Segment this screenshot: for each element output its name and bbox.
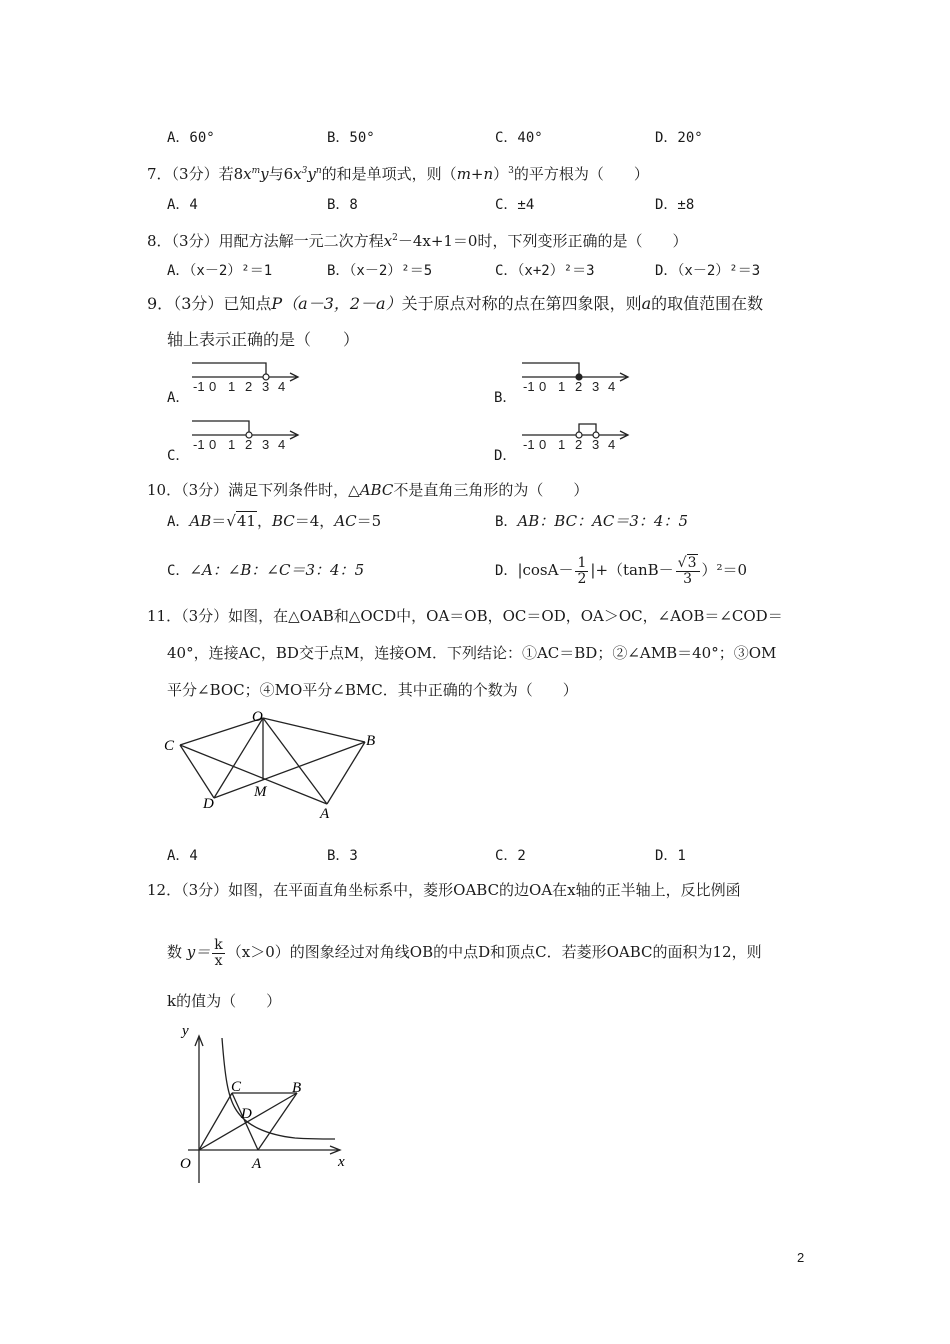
tick-label: 1 <box>558 437 566 452</box>
tick-label: -1 <box>193 437 205 452</box>
tick-label: 1 <box>228 379 236 394</box>
point-label-b: B <box>366 733 376 749</box>
q8-question: 8．（3分）用配方法解一元二次方程$x^2-4x+1=0$时，下列变形正确的是（ ） <box>147 232 688 250</box>
tick-label: 2 <box>575 437 583 452</box>
q9-question-line1: 9．（3分）已知点P（a－3，2－a）关于原点对称的点在第四象限，则a的取值范围在数 <box>147 294 764 313</box>
q12-figure <box>170 1018 370 1188</box>
point-label-a: A <box>252 1156 262 1172</box>
tick-label: 3 <box>262 437 270 452</box>
point-label-d: D <box>203 796 214 812</box>
q11-option-b: B．3 <box>327 848 358 864</box>
tick-label: -1 <box>523 379 535 394</box>
tick-label: 4 <box>608 379 616 394</box>
page-number: 2 <box>797 1250 805 1265</box>
tick-label: 1 <box>558 379 566 394</box>
tick-label: 4 <box>278 437 286 452</box>
tick-label: 3 <box>592 437 600 452</box>
q6-option-b: B．50° <box>327 130 375 146</box>
point-label-a: A <box>320 806 330 822</box>
tick-label: 3 <box>262 379 270 394</box>
q11-option-a: A．4 <box>167 848 198 864</box>
q6-option-a: A．60° <box>167 130 215 146</box>
point-label-m: M <box>254 784 267 800</box>
q11-option-d: D．1 <box>655 848 686 864</box>
point-label-c: C <box>164 738 175 754</box>
q9-option-d-label: D． <box>494 448 517 464</box>
tick-label: -1 <box>523 437 535 452</box>
point-label-o: O <box>252 709 263 725</box>
q8-option-c: C．（x+2）²＝3 <box>495 263 595 279</box>
tick-label: 2 <box>575 379 583 394</box>
q8-option-d: D．（x－2）²＝3 <box>655 263 761 279</box>
q7-option-a: A．4 <box>167 197 198 213</box>
q11-question-line3: 平分∠BOC；④MO平分∠BMC．其中正确的个数为（ ） <box>167 681 578 699</box>
q9-option-c-label: C． <box>167 448 190 464</box>
q12-question-line2: 数 y＝ $\frac{k}{x}$ （x＞0）的图象经过对角线OB的中点D和顶点C．若菱形OABC的面积为12，则 <box>167 936 762 969</box>
tick-label: 0 <box>209 437 217 452</box>
q8-option-a: A．（x－2）²＝1 <box>167 263 273 279</box>
q9-option-a-label: A． <box>167 390 190 406</box>
q9-question-line2: 轴上表示正确的是（ ） <box>167 330 360 349</box>
tick-label: 4 <box>608 437 616 452</box>
point-label-d: D <box>241 1106 252 1122</box>
q7-question: 7．（3分）若$8x^my$与$6x^3y^n$的和是单项式，则$(m+n)^3$的平方根为（ ） <box>147 165 649 183</box>
q6-option-c: C．40° <box>495 130 543 146</box>
tick-label: 2 <box>245 379 253 394</box>
q12-question-line3: k的值为（ ） <box>167 992 282 1010</box>
point-label-b: B <box>292 1080 302 1096</box>
q10-option-b: B．AB：BC：AC＝3：4：5 <box>495 512 689 530</box>
q9-number-line-b <box>516 358 640 398</box>
q11-question-line1: 11．（3分）如图，在△OAB和△OCD中，OA＝OB，OC＝OD，OA＞OC，∠AOB＝∠COD＝ <box>147 607 783 625</box>
tick-label: 4 <box>278 379 286 394</box>
q11-option-c: C．2 <box>495 848 526 864</box>
q10-option-a: A．AB＝√41，BC＝4，AC＝5 <box>167 512 382 530</box>
q11-question-line2: 40°，连接AC，BD交于点M，连接OM．下列结论：①AC＝BD；②∠AMB＝40°；③OM <box>167 644 777 662</box>
tick-label: -1 <box>193 379 205 394</box>
q10-option-c: C．∠A：∠B：∠C＝3：4：5 <box>167 561 365 579</box>
q9-number-line-c <box>186 416 310 456</box>
q11-figure <box>160 700 390 825</box>
q7-option-d: D．±8 <box>655 197 695 213</box>
q10-question: 10．（3分）满足下列条件时，△ABC不是直角三角形的为（ ） <box>147 481 589 499</box>
point-label-o: O <box>180 1156 191 1172</box>
q9-option-b-label: B． <box>494 390 517 406</box>
tick-label: 1 <box>228 437 236 452</box>
axis-label-y: y <box>182 1023 189 1039</box>
q6-option-d: D．20° <box>655 130 703 146</box>
tick-label: 0 <box>209 379 217 394</box>
tick-label: 0 <box>539 437 547 452</box>
point-label-c: C <box>231 1079 242 1095</box>
q7-option-c: C．±4 <box>495 197 535 213</box>
q8-option-b: B．（x－2）²＝5 <box>327 263 433 279</box>
q7-option-b: B．8 <box>327 197 358 213</box>
tick-label: 3 <box>592 379 600 394</box>
q12-question-line1: 12．（3分）如图，在平面直角坐标系中，菱形OABC的边OA在x轴的正半轴上，反比例函 <box>147 881 741 899</box>
tick-label: 0 <box>539 379 547 394</box>
q9-number-line-a <box>186 358 310 398</box>
tick-label: 2 <box>245 437 253 452</box>
axis-label-x: x <box>338 1154 345 1170</box>
q10-option-d: D．|cosA－ $\frac{1}{2}$ |+（tanB－ $\frac{√3}{3}$ ）²＝0 <box>495 554 748 587</box>
q9-number-line-d <box>516 416 640 456</box>
